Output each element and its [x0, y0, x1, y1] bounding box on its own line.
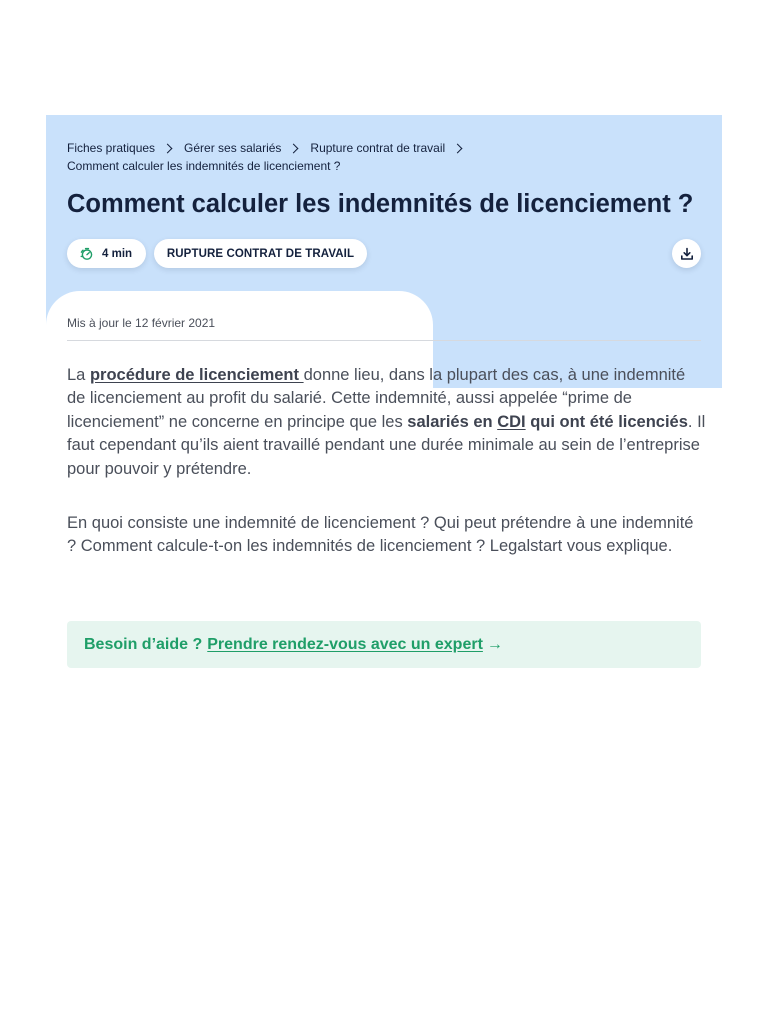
breadcrumb-row	[67, 139, 707, 157]
intro-text-end: . Il faut cependant qu’ils aient travaillé pendant une durée minimale au sein de l’entreprise pour pouvoir y prétendre.	[67, 412, 706, 478]
help-prefix: Besoin d’aide ?	[84, 635, 203, 653]
intro-paragraph	[67, 364, 707, 481]
reading-time-badge	[67, 239, 146, 268]
chevron-right-icon	[163, 143, 173, 153]
download-icon	[680, 247, 694, 261]
book-expert-link[interactable]: Prendre rendez-vous avec un expert	[207, 635, 483, 653]
intro-bold-a: salariés en	[407, 412, 498, 431]
intro-bold-b: qui ont été licenciés	[525, 412, 688, 431]
download-button[interactable]	[672, 239, 701, 268]
updated-date: Mis à jour le 12 février 2021	[67, 316, 216, 330]
chevron-right-icon	[289, 143, 299, 153]
cdi-link[interactable]: CDI	[497, 412, 526, 431]
help-banner	[67, 621, 701, 668]
intro-text-middle: donne lieu, dans la plupart des cas, à une indemnité de licenciement au profit du salarié. Cette indemnité, aussi appelée “prime de licenciement” ne concerne en principe que les	[67, 366, 686, 431]
chevron-right-icon	[453, 143, 463, 153]
page-title: Comment calculer les indemnités de licenciement ?	[67, 190, 694, 218]
breadcrumb-current: Comment calculer les indemnités de licenciement ?	[67, 159, 341, 173]
intro-text-start: La	[67, 366, 90, 384]
category-tag[interactable]: RUPTURE CONTRAT DE TRAVAIL	[154, 239, 367, 268]
reading-time-label: 4 min	[102, 247, 133, 260]
breadcrumb-link-rupture-contrat[interactable]: Rupture contrat de travail	[310, 141, 446, 155]
questions-paragraph: En quoi consiste une indemnité de licenciement ? Qui peut prétendre à une indemnité ? Comment calcule-t-on les indemnités de licenciement ? Legalstart vous explique.	[67, 514, 694, 556]
arrow-right-icon: →	[486, 635, 503, 653]
procedure-licenciement-link[interactable]: procédure de licenciement	[89, 366, 304, 384]
divider	[67, 340, 701, 341]
breadcrumb-link-gerer-salaries[interactable]: Gérer ses salariés	[184, 141, 282, 155]
breadcrumb-link-fiches-pratiques[interactable]: Fiches pratiques	[67, 141, 156, 155]
breadcrumb	[67, 139, 707, 175]
stopwatch-icon	[80, 247, 94, 261]
